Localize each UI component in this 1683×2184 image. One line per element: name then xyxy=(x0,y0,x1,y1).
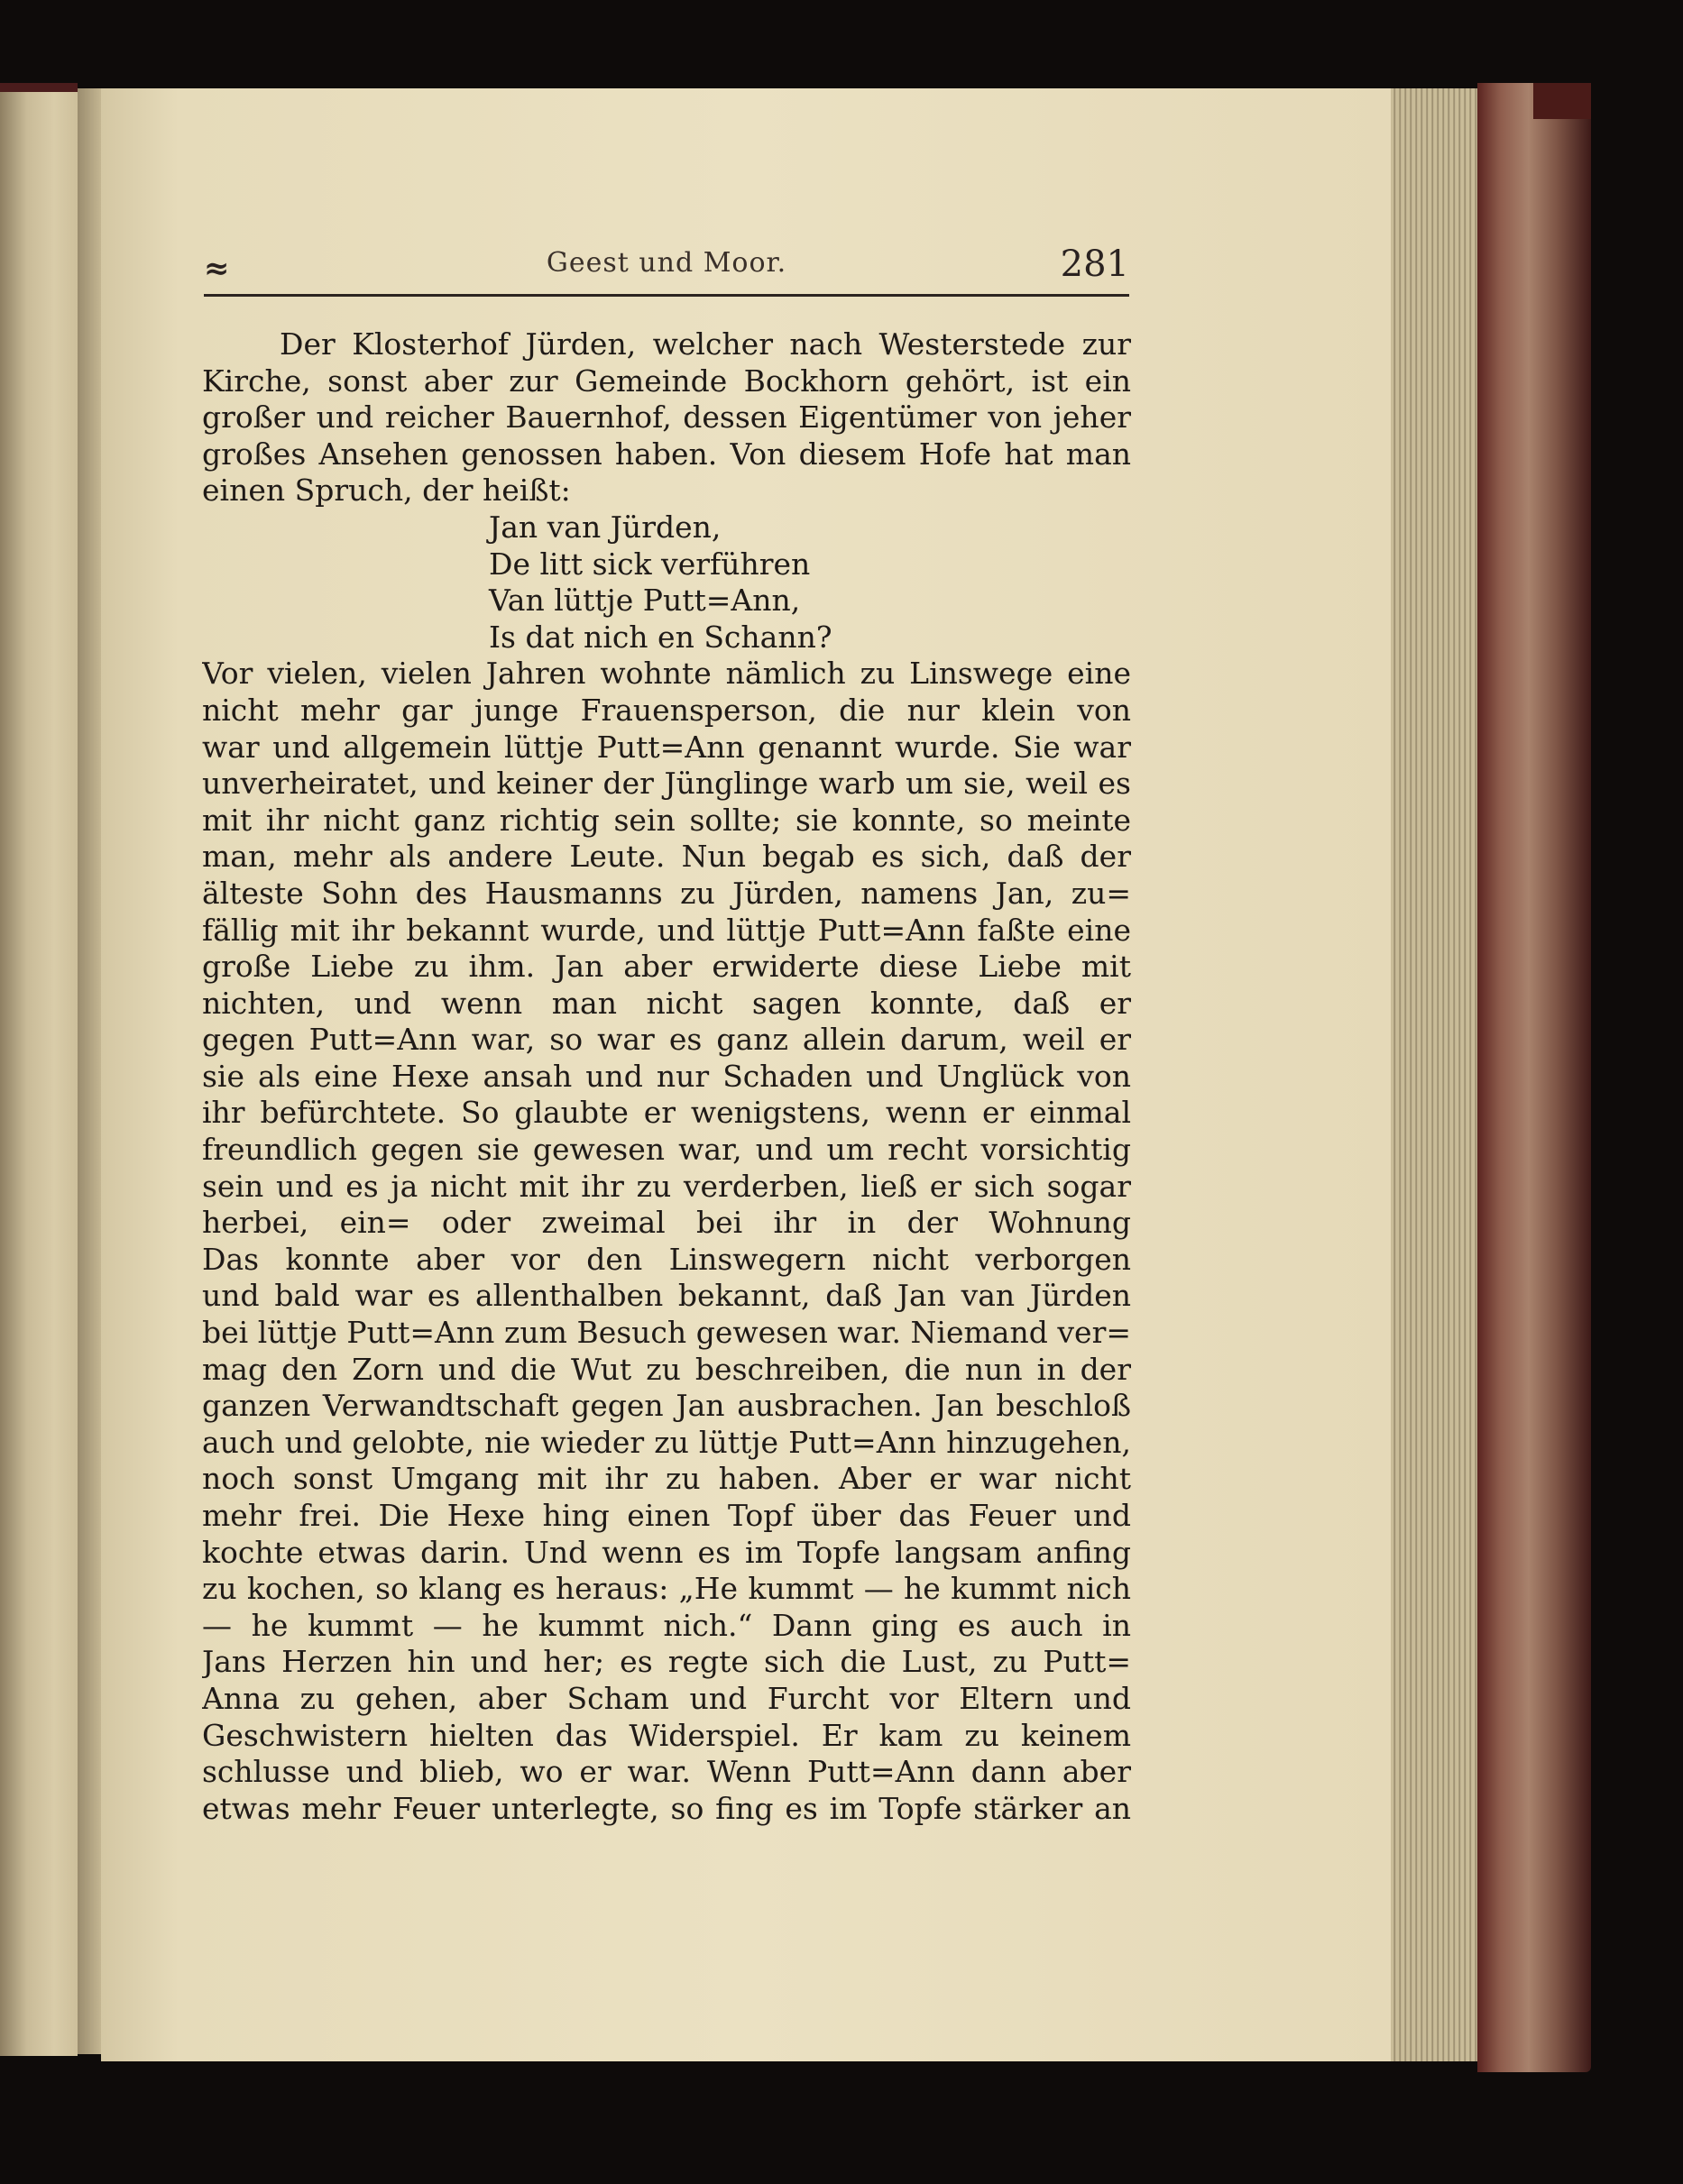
text-line: zu kochen, so klang es heraus: „He kummt — he kummt nich xyxy=(202,1571,1131,1607)
text-line: große Liebe zu ihm. Jan aber erwiderte diese Liebe mit xyxy=(202,949,1131,985)
text-line: älteste Sohn des Hausmanns zu Jürden, namens Jan, zu= xyxy=(202,875,1131,911)
text-line: Der Klosterhof Jürden, welcher nach Westerstede zur xyxy=(280,326,1131,362)
text-line: mehr frei. Die Hexe hing einen Topf über das Feuer und xyxy=(202,1498,1131,1533)
book-cover xyxy=(1477,83,1591,2072)
text-line: unverheiratet, und keiner der Jünglinge warb um sie, weil es xyxy=(202,766,1131,802)
body-text xyxy=(202,326,1131,1827)
text-line: Das konnte aber vor den Linswegern nicht verborgen xyxy=(202,1241,1131,1277)
text-line: Geschwistern hielten das Widerspiel. Er kam zu keinem xyxy=(202,1717,1131,1753)
text-line: sein und es ja nicht mit ihr zu verderben, ließ er sich sogar xyxy=(202,1168,1131,1204)
gutter-shadow xyxy=(78,88,101,2054)
page-number: 281 xyxy=(1060,243,1129,285)
text-line: schlusse und blieb, wo er war. Wenn Putt=Ann dann aber xyxy=(202,1754,1131,1790)
text-line: Jans Herzen hin und her; es regte sich die Lust, zu Putt= xyxy=(202,1644,1131,1680)
text-line: herbei, ein= oder zweimal bei ihr in der Wohnung xyxy=(202,1205,1131,1241)
text-line: noch sonst Umgang mit ihr zu haben. Aber er war nicht xyxy=(202,1461,1131,1497)
running-header xyxy=(204,243,1129,297)
header-ornament: ≈ xyxy=(204,251,230,287)
text-line: und bald war es allenthalben bekannt, daß Jan van Jürden xyxy=(202,1278,1131,1314)
text-line: auch und gelobte, nie wieder zu lüttje Putt=Ann hinzugehen, xyxy=(202,1424,1131,1460)
text-line: Jan van Jürden, xyxy=(489,509,722,545)
text-line: Kirche, sonst aber zur Gemeinde Bockhorn gehört, ist ein xyxy=(202,362,1131,399)
text-line: nicht mehr gar junge Frauensperson, die nur klein von xyxy=(202,692,1131,728)
left-page-edge xyxy=(0,83,78,2056)
text-line: gegen Putt=Ann war, so war es ganz allein darum, weil er xyxy=(202,1022,1131,1058)
text-line: nichten, und wenn man nicht sagen konnte, daß er xyxy=(202,985,1131,1021)
text-line: Is dat nich en Schann? xyxy=(489,619,832,655)
text-line: ihr befürchtete. So glaubte er wenigstens, wenn er einmal xyxy=(202,1095,1131,1131)
text-line: fällig mit ihr bekannt wurde, und lüttje Putt=Ann faßte eine xyxy=(202,912,1131,948)
text-line: ganzen Verwandtschaft gegen Jan ausbrachen. Jan beschloß xyxy=(202,1388,1131,1424)
running-title: Geest und Moor. xyxy=(546,247,787,279)
text-line: mag den Zorn und die Wut zu beschreiben, die nun in der xyxy=(202,1351,1131,1387)
text-line: sie als eine Hexe ansah und nur Schaden und Unglück von xyxy=(202,1058,1131,1094)
page-edges xyxy=(1391,88,1477,2061)
text-line: großer und reicher Bauernhof, dessen Eigentümer von jeher xyxy=(202,399,1131,436)
text-line: freundlich gegen sie gewesen war, und um recht vorsichtig xyxy=(202,1132,1131,1168)
text-line: war und allgemein lüttje Putt=Ann genannt wurde. Sie war xyxy=(202,729,1131,765)
text-line: De litt sick verführen xyxy=(489,546,811,582)
cover-band xyxy=(1533,83,1591,119)
text-line: Anna zu gehen, aber Scham und Furcht vor Eltern und xyxy=(202,1680,1131,1716)
text-line: großes Ansehen genossen haben. Von diesem Hofe hat man xyxy=(202,436,1131,472)
text-line: — he kummt — he kummt nich.“ Dann ging es auch in xyxy=(202,1607,1131,1643)
text-line: bei lüttje Putt=Ann zum Besuch gewesen war. Niemand ver= xyxy=(202,1315,1131,1351)
text-line: etwas mehr Feuer unterlegte, so fing es im Topfe stärker an xyxy=(202,1790,1131,1826)
text-line: mit ihr nicht ganz richtig sein sollte; sie konnte, so meinte xyxy=(202,802,1131,838)
text-line: einen Spruch, der heißt: xyxy=(202,473,571,509)
text-line: Vor vielen, vielen Jahren wohnte nämlich zu Linswege eine xyxy=(202,656,1131,692)
text-line: Van lüttje Putt=Ann, xyxy=(489,583,801,619)
text-line: kochte etwas darin. Und wenn es im Topfe langsam anfing xyxy=(202,1534,1131,1570)
text-line: man, mehr als andere Leute. Nun begab es sich, daß der xyxy=(202,839,1131,875)
